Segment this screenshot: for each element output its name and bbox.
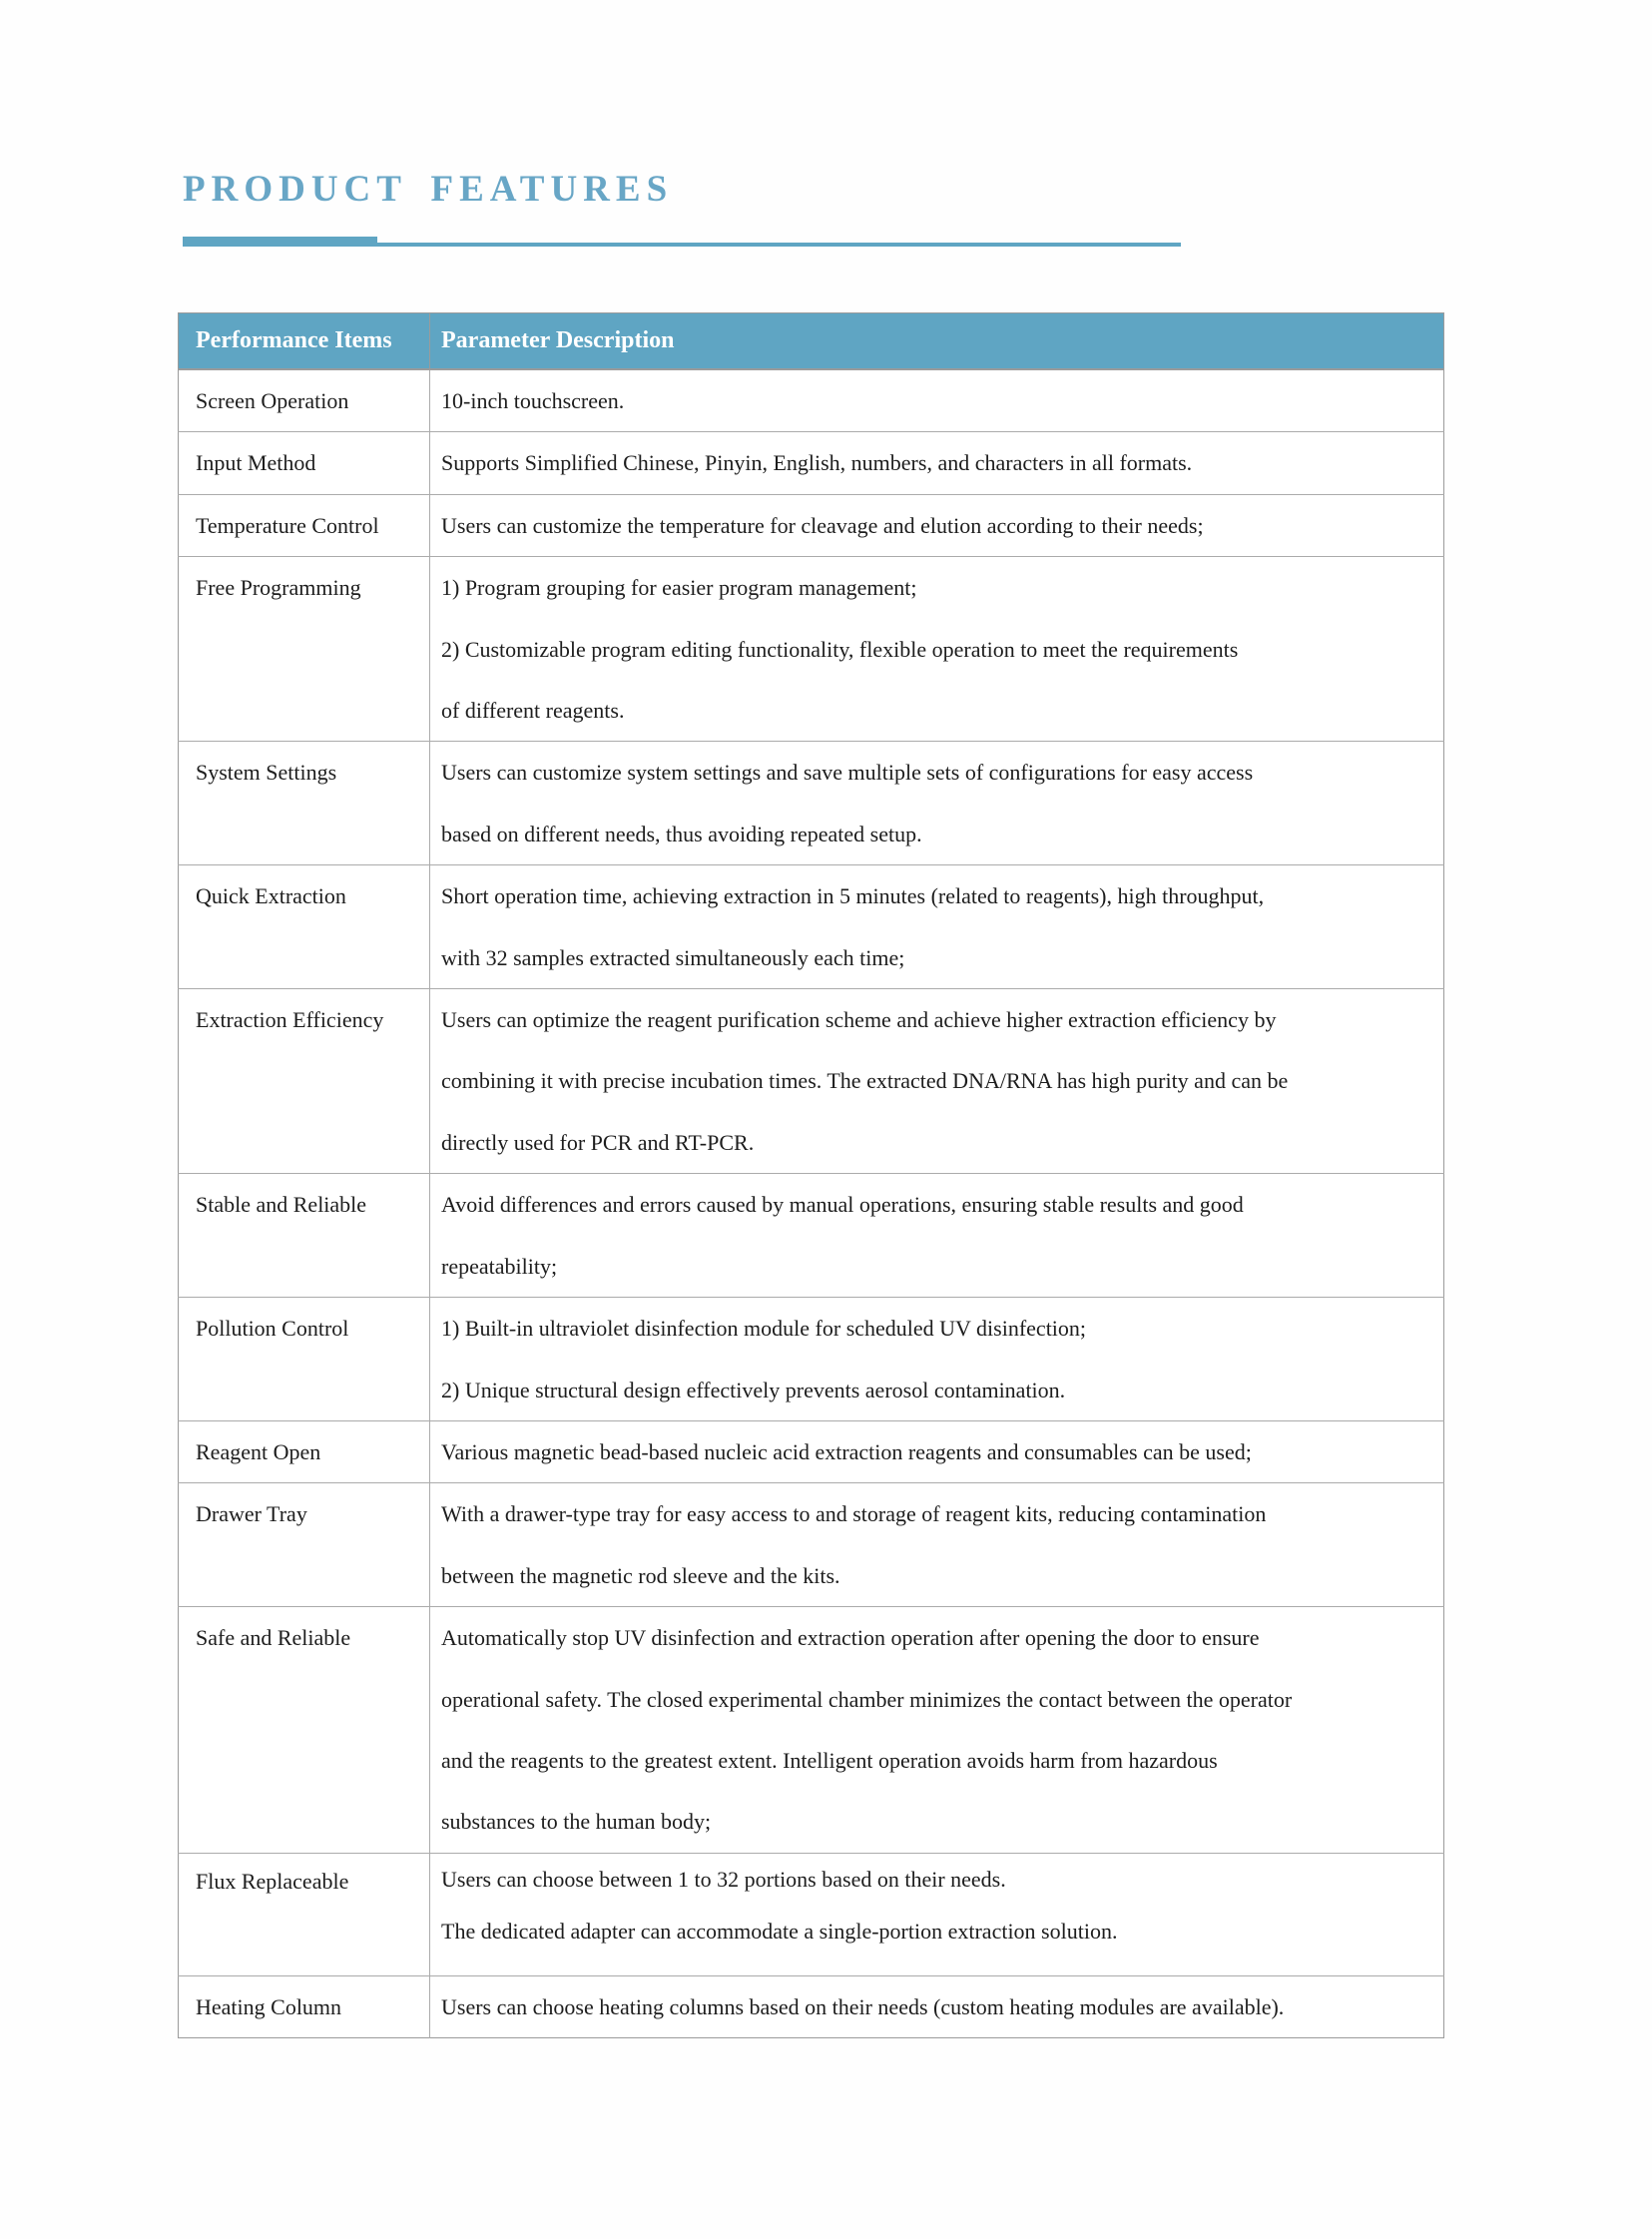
performance-item-label: Pollution Control xyxy=(196,1316,349,1342)
performance-item-cell xyxy=(179,1853,430,1975)
description-line: Short operation time, achieving extraction in 5 minutes (related to reagents), high throughput, xyxy=(441,883,1265,909)
description-line: With a drawer-type tray for easy access to and storage of reagent kits, reducing contamination xyxy=(441,1501,1267,1527)
performance-item-cell xyxy=(179,865,430,989)
page-title: PRODUCT FEATURES xyxy=(183,169,674,210)
table-row xyxy=(179,1853,1444,1975)
performance-item-cell xyxy=(179,989,430,1174)
performance-item-cell xyxy=(179,432,430,494)
description-line: based on different needs, thus avoiding repeated setup. xyxy=(441,821,922,846)
performance-item-label: Quick Extraction xyxy=(196,883,346,909)
performance-item-cell xyxy=(179,1420,430,1482)
description-line: Users can choose between 1 to 32 portions based on their needs. xyxy=(441,1866,1006,1892)
table-row xyxy=(179,1483,1444,1607)
performance-item-label: Temperature Control xyxy=(196,512,379,538)
description-line: Users can customize system settings and save multiple sets of configurations for easy access xyxy=(441,760,1254,786)
parameter-description-cell xyxy=(430,1607,1444,1854)
performance-item-label: Heating Column xyxy=(196,1993,342,2019)
description-line: 2) Unique structural design effectively prevents aerosol contamination. xyxy=(441,1377,1066,1402)
parameter-description-cell xyxy=(430,989,1444,1174)
parameter-description-cell xyxy=(430,1853,1444,1975)
description-line: The dedicated adapter can accommodate a single-portion extraction solution. xyxy=(441,1918,1118,1944)
parameter-description-cell xyxy=(430,1174,1444,1298)
description-line: 2) Customizable program editing functionality, flexible operation to meet the requirements xyxy=(441,636,1239,662)
description-line: operational safety. The closed experimental chamber minimizes the contact between the operator xyxy=(441,1686,1293,1712)
performance-item-label: Drawer Tray xyxy=(196,1501,307,1527)
title-underline-thin-segment xyxy=(377,243,1181,247)
table-header-row xyxy=(179,313,1444,370)
performance-item-label: Extraction Efficiency xyxy=(196,1007,384,1033)
description-line: directly used for PCR and RT-PCR. xyxy=(441,1129,755,1155)
parameter-description-cell xyxy=(430,865,1444,989)
performance-item-label: Flux Replaceable xyxy=(196,1868,349,1894)
table-row xyxy=(179,1607,1444,1854)
parameter-description-cell xyxy=(430,494,1444,556)
table-row xyxy=(179,432,1444,494)
header-parameter-description: Parameter Description xyxy=(430,313,1444,370)
table-header xyxy=(179,313,1444,370)
parameter-description-cell xyxy=(430,557,1444,742)
performance-item-cell xyxy=(179,494,430,556)
performance-item-cell xyxy=(179,1174,430,1298)
performance-item-cell xyxy=(179,1483,430,1607)
performance-item-cell xyxy=(179,1975,430,2037)
description-line: 1) Built-in ultraviolet disinfection module for scheduled UV disinfection; xyxy=(441,1316,1087,1342)
performance-item-cell xyxy=(179,1298,430,1421)
title-underline xyxy=(183,237,1181,247)
product-features-table xyxy=(178,312,1444,2038)
description-line: with 32 samples extracted simultaneously each time; xyxy=(441,944,905,970)
description-line: Various magnetic bead-based nucleic acid extraction reagents and consumables can be used; xyxy=(441,1438,1252,1464)
performance-item-cell xyxy=(179,1607,430,1854)
parameter-description-cell xyxy=(430,1483,1444,1607)
description-line: Users can customize the temperature for cleavage and elution according to their needs; xyxy=(441,512,1204,538)
performance-item-label: Stable and Reliable xyxy=(196,1192,367,1218)
title-underline-thick-segment xyxy=(183,237,377,247)
description-line: of different reagents. xyxy=(441,698,625,724)
description-line: 1) Program grouping for easier program management; xyxy=(441,575,917,601)
description-line: and the reagents to the greatest extent. Intelligent operation avoids harm from hazardous xyxy=(441,1747,1218,1773)
description-line: Avoid differences and errors caused by manual operations, ensuring stable results and good xyxy=(441,1192,1244,1218)
description-line: between the magnetic rod sleeve and the kits. xyxy=(441,1562,840,1588)
performance-item-label: Input Method xyxy=(196,450,316,476)
table-row xyxy=(179,1975,1444,2037)
parameter-description-cell xyxy=(430,1975,1444,2037)
feature-table-body xyxy=(179,369,1444,2038)
description-line: Automatically stop UV disinfection and extraction operation after opening the door to ensure xyxy=(441,1625,1260,1651)
table-row xyxy=(179,1174,1444,1298)
parameter-description-cell xyxy=(430,1298,1444,1421)
table-row xyxy=(179,742,1444,865)
performance-item-label: Free Programming xyxy=(196,575,361,601)
performance-item-label: Safe and Reliable xyxy=(196,1625,351,1651)
table-row xyxy=(179,369,1444,432)
description-line: 10-inch touchscreen. xyxy=(441,388,625,413)
performance-item-cell xyxy=(179,557,430,742)
table-row xyxy=(179,865,1444,989)
performance-item-cell xyxy=(179,369,430,432)
table-row xyxy=(179,494,1444,556)
description-line: Users can optimize the reagent purification scheme and achieve higher extraction efficiency by xyxy=(441,1007,1277,1033)
parameter-description-cell xyxy=(430,1420,1444,1482)
performance-item-label: Screen Operation xyxy=(196,388,349,413)
performance-item-label: Reagent Open xyxy=(196,1438,321,1464)
description-line: repeatability; xyxy=(441,1253,558,1279)
table-row xyxy=(179,989,1444,1174)
parameter-description-cell xyxy=(430,432,1444,494)
table-row xyxy=(179,1298,1444,1421)
performance-item-cell xyxy=(179,742,430,865)
parameter-description-cell xyxy=(430,369,1444,432)
description-line: Users can choose heating columns based on their needs (custom heating modules are available). xyxy=(441,1993,1285,2019)
header-performance-items: Performance Items xyxy=(179,313,430,370)
table-row xyxy=(179,557,1444,742)
description-line: combining it with precise incubation times. The extracted DNA/RNA has high purity and can be xyxy=(441,1068,1289,1094)
parameter-description-cell xyxy=(430,742,1444,865)
description-line: substances to the human body; xyxy=(441,1809,712,1835)
table-row xyxy=(179,1420,1444,1482)
description-line: Supports Simplified Chinese, Pinyin, English, numbers, and characters in all formats. xyxy=(441,450,1193,476)
performance-item-label: System Settings xyxy=(196,760,337,786)
